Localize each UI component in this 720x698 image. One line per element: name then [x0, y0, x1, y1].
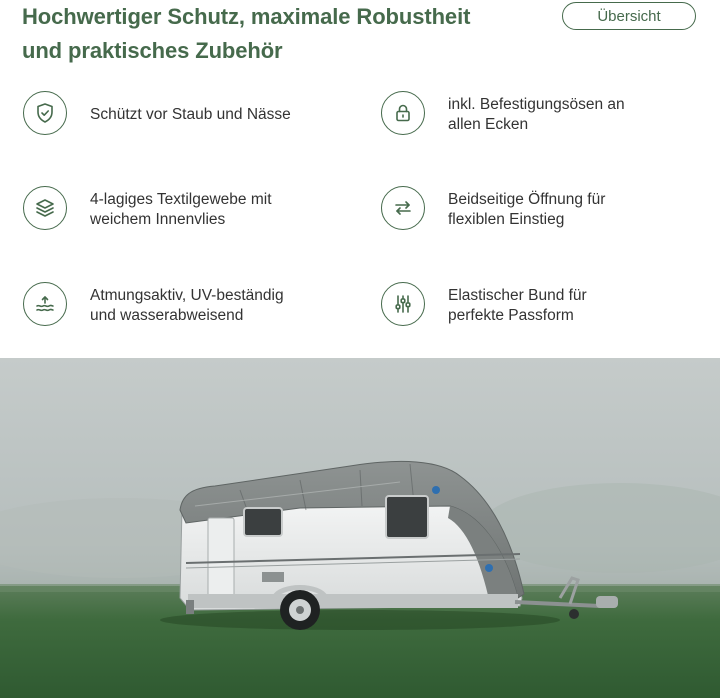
feature-item-opening — [381, 186, 681, 234]
headline-line-1: Hochwertiger Schutz, maximale Robustheit — [22, 4, 471, 29]
feature-item-layers — [23, 186, 323, 234]
section-header — [22, 0, 542, 68]
feature-item-elastic — [381, 282, 681, 330]
feature-item-breathable — [23, 282, 323, 330]
feature-line-1: Beidseitige Öffnung für — [448, 191, 606, 208]
feature-text — [90, 105, 330, 125]
feature-line-2: perfekte Passform — [448, 307, 574, 324]
shield-check-icon — [23, 91, 67, 135]
feature-text — [448, 95, 688, 135]
feature-line-1: inkl. Befestigungsösen an — [448, 96, 625, 113]
feature-line-2: weichem Innenvlies — [90, 211, 226, 228]
caravan-scene-image — [0, 358, 720, 698]
feature-line-1: Atmungsaktiv, UV-beständig — [90, 287, 284, 304]
feature-text — [90, 286, 330, 326]
page-title — [22, 0, 542, 68]
feature-text — [448, 190, 688, 230]
sliders-icon — [381, 282, 425, 326]
feature-item-dust-protection — [23, 91, 323, 139]
feature-line-2: und wasserabweisend — [90, 307, 244, 324]
feature-text — [448, 286, 688, 326]
feature-line-1: Elastischer Bund für — [448, 287, 587, 304]
overview-button[interactable]: Übersicht — [562, 2, 696, 30]
layers-icon — [23, 186, 67, 230]
feature-line-2: flexiblen Einstieg — [448, 211, 565, 228]
arrows-left-right-icon — [381, 186, 425, 230]
lock-icon — [381, 91, 425, 135]
headline-line-2: und praktisches Zubehör — [22, 38, 283, 63]
feature-text — [90, 190, 330, 230]
feature-item-eyelets — [381, 91, 681, 139]
feature-line-2: allen Ecken — [448, 116, 529, 133]
feature-line-1: Schützt vor Staub und Nässe — [90, 106, 291, 123]
breathable-waves-icon — [23, 282, 67, 326]
feature-line-1: 4-lagiges Textilgewebe mit — [90, 191, 272, 208]
product-photo — [0, 358, 720, 698]
